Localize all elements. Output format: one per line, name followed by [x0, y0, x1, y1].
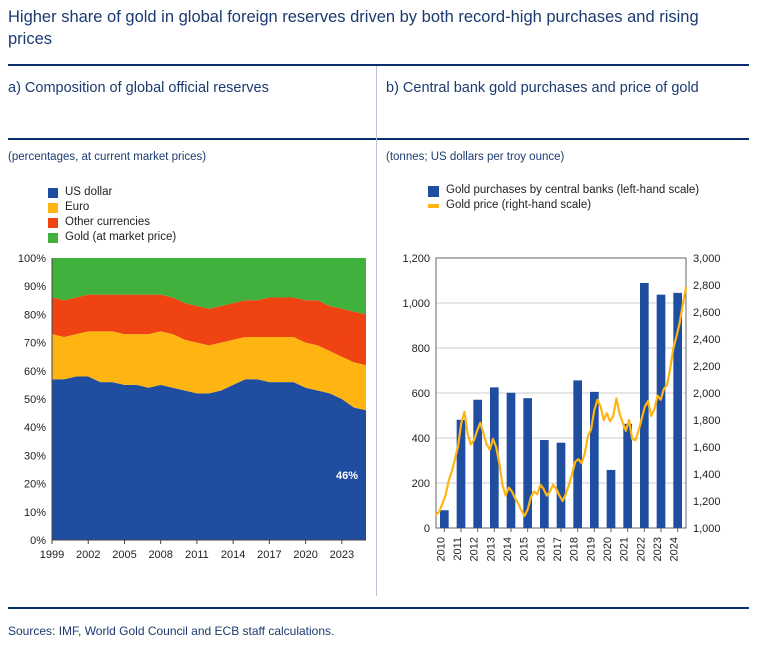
svg-text:0%: 0% [30, 535, 46, 547]
svg-text:2,000: 2,000 [693, 388, 721, 400]
panel-b-units: (tonnes; US dollars per troy ounce) [386, 151, 565, 163]
legend-item [48, 231, 268, 244]
svg-text:2024: 2024 [668, 537, 681, 562]
svg-text:2022: 2022 [635, 537, 648, 562]
legend-label: Gold price (right-hand scale) [446, 199, 592, 211]
svg-text:0: 0 [423, 523, 430, 535]
panel-a-units: (percentages, at current market prices) [8, 151, 207, 163]
svg-text:2023: 2023 [329, 549, 355, 561]
svg-text:2015: 2015 [518, 537, 531, 562]
svg-text:2013: 2013 [485, 537, 498, 562]
svg-text:1,000: 1,000 [402, 298, 430, 310]
svg-text:1,200: 1,200 [693, 496, 721, 508]
svg-text:60%: 60% [23, 365, 46, 378]
svg-text:200: 200 [411, 478, 430, 490]
legend-label: Other currencies [65, 216, 151, 228]
svg-text:2014: 2014 [502, 537, 514, 562]
svg-text:3,000: 3,000 [693, 253, 721, 265]
svg-text:2,400: 2,400 [693, 334, 721, 346]
svg-text:2005: 2005 [112, 549, 137, 561]
svg-text:30%: 30% [23, 450, 46, 463]
svg-text:10%: 10% [23, 506, 46, 519]
legend-item [428, 184, 728, 197]
svg-text:80%: 80% [23, 309, 46, 322]
svg-text:2019: 2019 [585, 537, 598, 562]
legend-panel-a [48, 186, 268, 246]
svg-text:1,800: 1,800 [693, 415, 721, 427]
svg-text:800: 800 [411, 343, 430, 355]
svg-text:50%: 50% [23, 394, 46, 406]
svg-text:1,200: 1,200 [402, 253, 430, 265]
legend-label: Gold purchases by central banks (left-hand scale) [446, 184, 700, 196]
legend-swatch-usd [48, 188, 58, 198]
page-title: Higher share of gold in global foreign reserves driven by both record-high purchases and rising prices [8, 8, 699, 48]
legend-item [48, 216, 268, 229]
legend-item [428, 199, 728, 212]
legend-label: Euro [65, 201, 90, 213]
svg-text:2008: 2008 [148, 549, 173, 561]
svg-text:70%: 70% [23, 337, 46, 350]
svg-text:46%: 46% [335, 470, 358, 483]
svg-text:2020: 2020 [293, 549, 318, 561]
legend-swatch-euro [48, 203, 58, 213]
svg-text:400: 400 [411, 433, 430, 445]
svg-text:2,600: 2,600 [693, 307, 721, 319]
svg-text:2017: 2017 [257, 549, 282, 561]
svg-text:2011: 2011 [185, 549, 209, 561]
divider-mid [8, 138, 749, 140]
chart-b [386, 248, 751, 588]
panel-a-title: a) Composition of global official reserves [8, 80, 269, 96]
legend-item [48, 201, 268, 214]
source-note: Sources: IMF, World Gold Council and ECB staff calculations. [8, 624, 335, 638]
svg-text:2011: 2011 [452, 537, 464, 561]
svg-text:1,000: 1,000 [693, 523, 721, 535]
svg-text:2014: 2014 [220, 549, 246, 561]
panel-divider [376, 66, 377, 596]
legend-label: US dollar [65, 186, 113, 198]
svg-text:2021: 2021 [618, 537, 631, 562]
svg-text:2002: 2002 [75, 549, 101, 561]
svg-text:2023: 2023 [652, 537, 664, 562]
svg-text:2012: 2012 [468, 537, 481, 562]
svg-text:2017: 2017 [552, 537, 564, 562]
svg-text:16%: 16% [335, 382, 358, 395]
legend-swatch-other [48, 218, 58, 228]
chart-a [8, 250, 376, 580]
svg-text:100%: 100% [17, 253, 46, 265]
legend-label: Gold (at market price) [65, 231, 177, 243]
svg-text:2,200: 2,200 [693, 361, 721, 373]
svg-text:1,400: 1,400 [693, 469, 721, 481]
divider-top [8, 64, 749, 66]
legend-item [48, 186, 268, 199]
svg-text:40%: 40% [23, 422, 46, 435]
svg-text:2010: 2010 [435, 537, 448, 562]
legend-swatch-gold-price [428, 204, 439, 208]
divider-bottom [8, 607, 749, 609]
svg-text:2018: 2018 [568, 537, 581, 562]
svg-text:20%: 20% [23, 478, 46, 491]
svg-text:2,800: 2,800 [693, 280, 721, 292]
svg-text:600: 600 [411, 388, 430, 400]
legend-panel-b [428, 184, 728, 214]
svg-text:2016: 2016 [535, 537, 548, 562]
svg-text:18%: 18% [335, 334, 358, 347]
svg-text:20%: 20% [335, 281, 358, 294]
legend-swatch-gold [48, 233, 58, 243]
legend-swatch-purchases [428, 186, 439, 197]
svg-text:1999: 1999 [39, 549, 65, 561]
svg-text:2020: 2020 [602, 537, 614, 562]
svg-text:90%: 90% [23, 281, 46, 294]
panel-b-title: b) Central bank gold purchases and price of gold [386, 80, 699, 96]
svg-text:1,600: 1,600 [693, 442, 721, 454]
